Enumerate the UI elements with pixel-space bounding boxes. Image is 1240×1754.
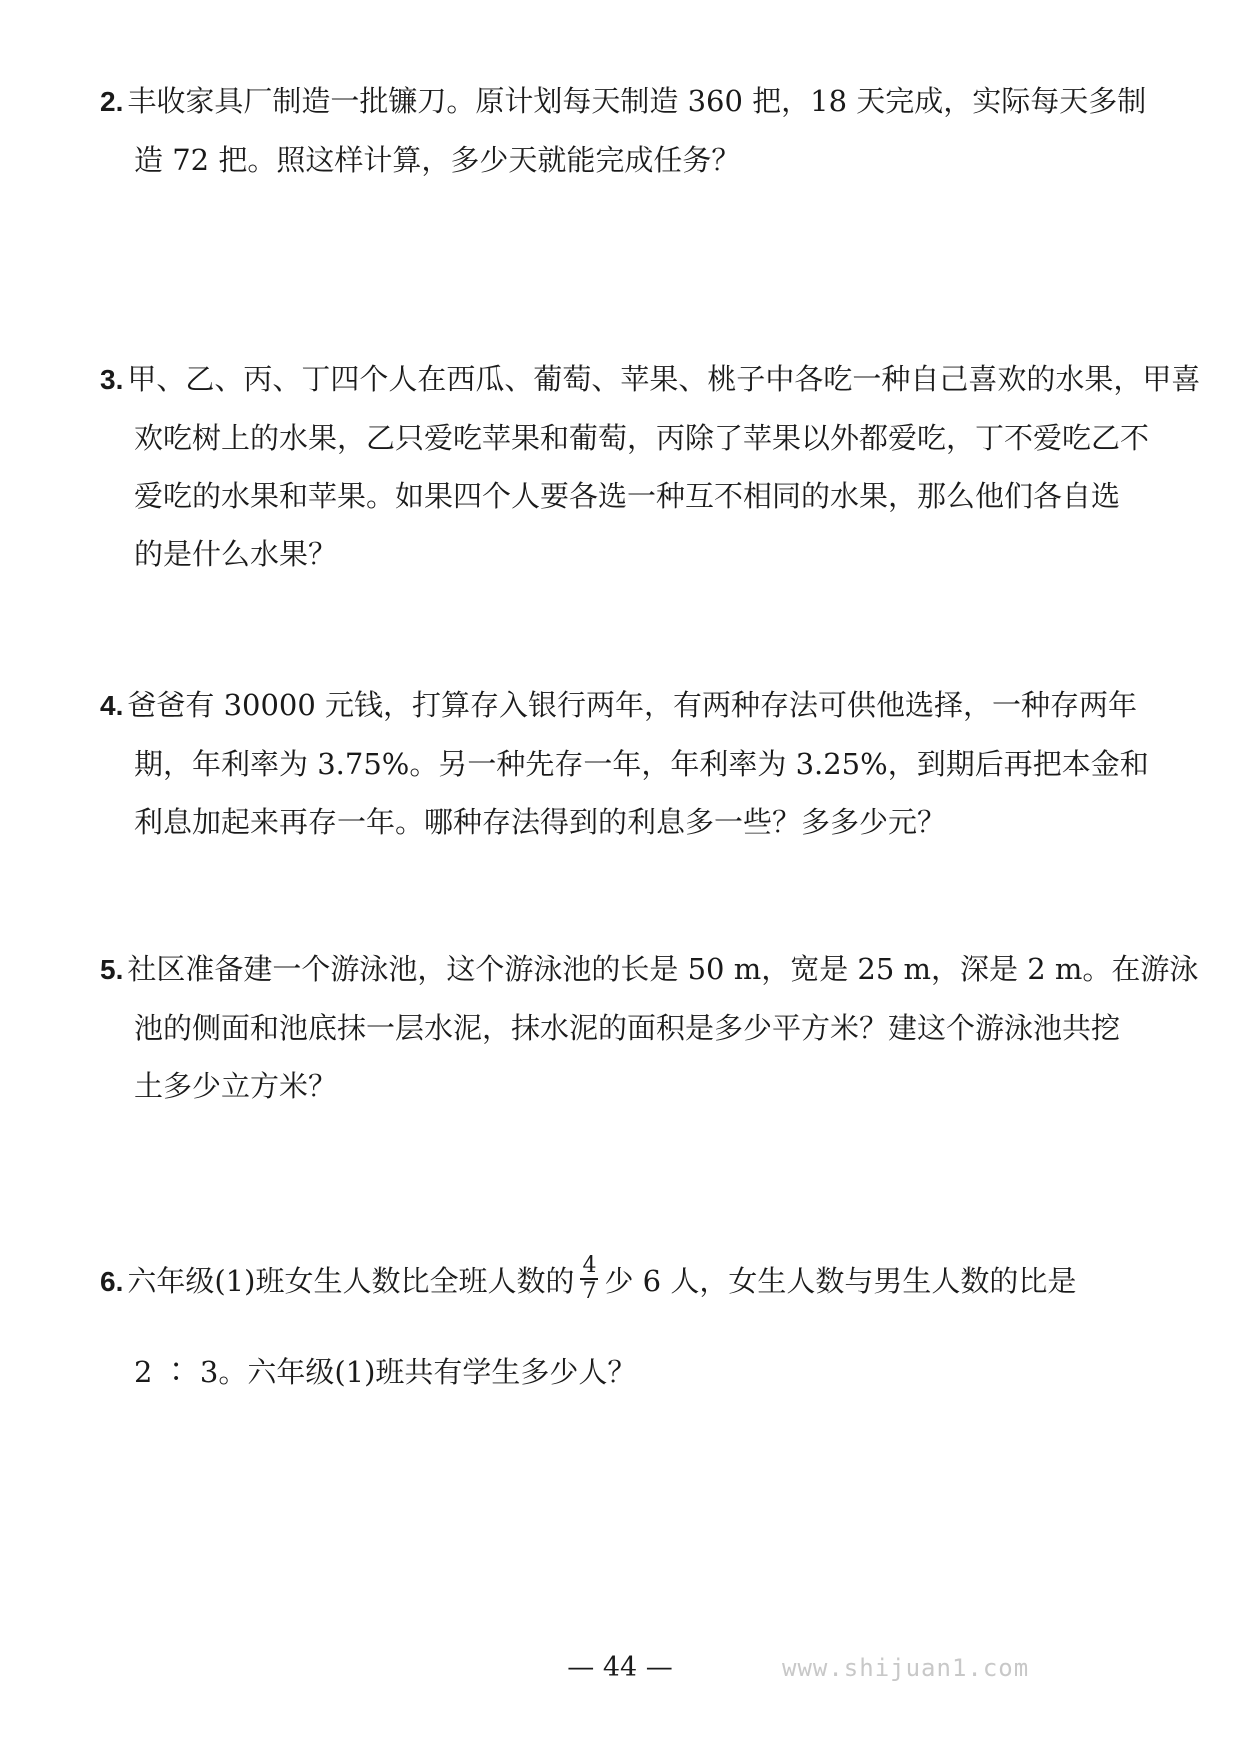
problem-line [100,72,1147,131]
fraction-numerator: 4 [582,1253,597,1278]
problem-6 [100,1252,1140,1401]
problem-number: 4. [100,690,124,721]
problem-text: 丰收家具厂制造一批镰刀。原计划每天制造 360 把，18 天完成，实际每天多制 [127,84,1147,118]
problem-line [100,676,1140,735]
fraction [580,1254,598,1304]
problem-text: 社区准备建一个游泳池，这个游泳池的长是 50 m，宽是 25 m，深是 2 m。在游泳 [127,952,1199,986]
problem-4 [100,676,1149,851]
problem-text: 期，年利率为 3.75%。另一种先存一年，年利率为 3.25%，到期后再把本金和 [134,747,1149,781]
problem-text: 池的侧面和池底抹一层水泥，抹水泥的面积是多少平方米？建这个游泳池共挖 [134,1011,1121,1045]
problem-number: 3. [100,364,124,395]
problem-text: 爱吃的水果和苹果。如果四个人要各选一种互不相同的水果，那么他们各自选 [134,479,1121,513]
problem-text: 欢吃树上的水果，乙只爱吃苹果和葡萄，丙除了苹果以外都爱吃，丁不爱吃乙不 [134,421,1150,455]
problem-3 [100,350,1201,583]
problem-text: 爸爸有 30000 元钱，打算存入银行两年，有两种存法可供他选择，一种存两年 [127,688,1138,722]
problem-number: 6. [100,1266,124,1297]
problem-2 [100,72,1147,189]
watermark: www.shijuan1.com [782,1654,1030,1682]
problem-text: 的是什么水果？ [134,537,338,571]
problem-number: 2. [100,86,124,117]
problem-5 [100,940,1199,1115]
fraction-denominator: 7 [582,1279,597,1304]
problem-number: 5. [100,954,124,985]
problem-line [100,1252,1140,1311]
problem-text: 利息加起来再存一年。哪种存法得到的利息多一些？多多少元？ [134,805,947,839]
problem-text: 少 6 人，女生人数与男生人数的比是 [604,1264,1077,1298]
problem-text: 造 72 把。照这样计算，多少天就能完成任务？ [134,143,741,177]
problem-text: 六年级(1)班女生人数比全班人数的 [127,1264,575,1298]
problem-text: 2 ∶ 3。六年级(1)班共有学生多少人？ [134,1355,637,1389]
page-number: — 44 — [567,1652,673,1683]
problem-line [100,350,1201,409]
problem-text: 甲、乙、丙、丁四个人在西瓜、葡萄、苹果、桃子中各吃一种自己喜欢的水果，甲喜 [127,362,1201,396]
problem-line [100,940,1199,999]
problem-text: 土多少立方米？ [134,1069,338,1103]
